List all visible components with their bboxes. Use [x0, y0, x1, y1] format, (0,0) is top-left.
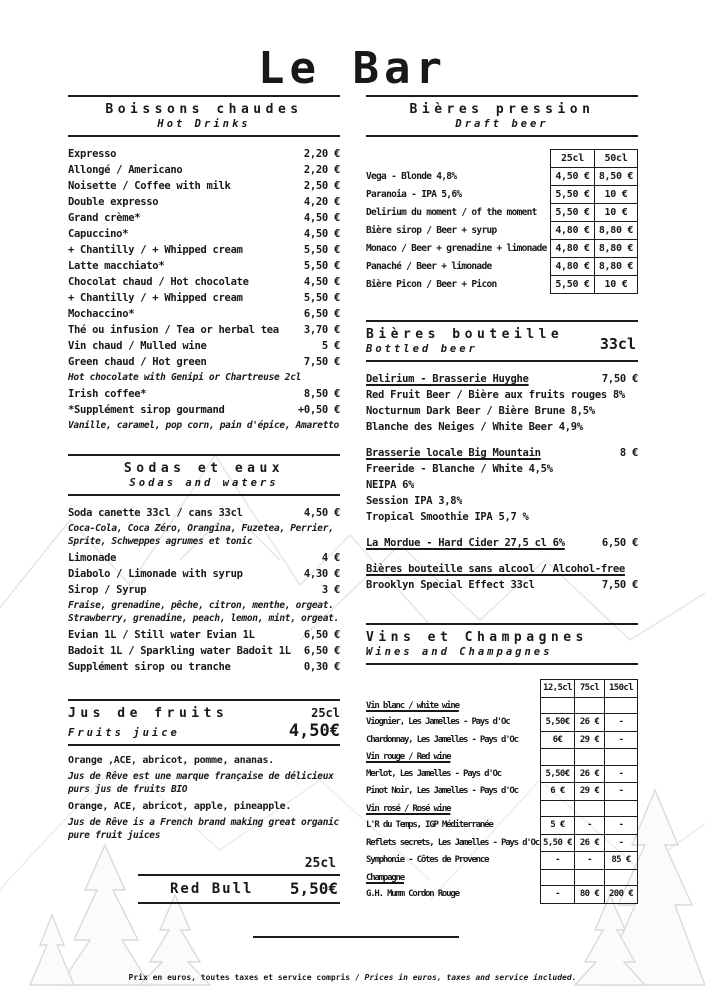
- wine-label: L'R du Temps, IGP Méditerranée: [366, 820, 493, 830]
- beer-price-25cl: 4,80 €: [550, 222, 594, 240]
- section-subtitle: Draft beer: [455, 118, 549, 130]
- section-subtitle: Sodas and waters: [129, 477, 279, 489]
- beer-name: Monaco / Beer + grenadine + limonade: [366, 243, 547, 254]
- empty-header-cell: [366, 679, 540, 698]
- wine-price-75cl: 29 €: [574, 732, 604, 750]
- menu-item: [68, 146, 340, 162]
- section-title: Bières pression: [409, 102, 595, 117]
- wine-row: [366, 817, 638, 835]
- item-price: 7,50 €: [303, 356, 340, 368]
- wine-price-12-5cl: [540, 698, 574, 715]
- wine-name: [366, 766, 540, 784]
- item-price: 3,70 €: [303, 324, 340, 336]
- menu-item: [68, 659, 340, 675]
- beer-name: Panaché / Beer + limonade: [366, 261, 492, 272]
- item-price: 6,50 €: [303, 645, 340, 657]
- wine-price-75cl: 26 €: [574, 835, 604, 853]
- beer-price-50cl: 8,80 €: [594, 258, 638, 276]
- item-label: + Chantilly / + Whipped cream: [68, 292, 243, 304]
- column-header-50cl: 50cl: [594, 149, 638, 168]
- wine-name: [366, 852, 540, 870]
- draft-beer-row: [366, 186, 638, 204]
- wine-price-150cl: [604, 870, 638, 887]
- item-label: Chocolat chaud / Hot chocolate: [68, 276, 249, 288]
- divider-rule: [366, 360, 638, 362]
- item-label: Bières bouteille sans alcool / Alcohol-free: [366, 563, 625, 575]
- menu-group-heading: [366, 535, 638, 551]
- beer-price-50cl: 10 €: [594, 276, 638, 294]
- item-price: 4,50 €: [303, 212, 340, 224]
- wine-name: [366, 698, 540, 715]
- menu-note: Vanille, caramel, pop corn, pain d'épice, Amaretto: [68, 420, 339, 431]
- section-subtitle: Fruits juice: [68, 727, 180, 739]
- item-label: Nocturnum Dark Beer / Bière Brune 8,5%: [366, 405, 595, 417]
- item-price: 4,50 €: [303, 276, 340, 288]
- beer-name: Vega - Blonde 4,8%: [366, 171, 457, 182]
- wine-price-75cl: [574, 870, 604, 887]
- item-price: 4,20 €: [303, 196, 340, 208]
- draft-beer-row: [366, 168, 638, 186]
- wine-price-12-5cl: [540, 749, 574, 766]
- beer-price-50cl: 8,50 €: [594, 168, 638, 186]
- wine-label: Chardonnay, Les Jamelles - Pays d'Oc: [366, 734, 518, 745]
- beer-price-25cl: 5,50 €: [550, 186, 594, 204]
- item-label: Badoit 1L / Sparkling water Badoit 1L: [68, 645, 291, 657]
- beer-name: Bière sirop / Beer + syrup: [366, 225, 497, 236]
- beer-price-25cl: 4,80 €: [550, 240, 594, 258]
- right-column: [366, 95, 638, 904]
- menu-item: [68, 566, 340, 582]
- menu-note: Fraise, grenadine, pêche, citron, menthe, orgeat. Strawberry, grenadine, peach, lemon, mint, orgeat.: [68, 600, 339, 624]
- section-title: Sodas et eaux: [123, 461, 285, 476]
- juice-flavors-fr: Orange ,ACE, abricot, pomme, ananas.: [68, 755, 274, 766]
- wine-name: [366, 749, 540, 766]
- item-label: + Chantilly / + Whipped cream: [68, 244, 243, 256]
- menu-item: [68, 643, 340, 659]
- menu-item: [366, 461, 638, 477]
- item-price: 5 €: [321, 340, 340, 352]
- item-price: 6,50 €: [303, 629, 340, 641]
- wine-price-12-5cl: -: [540, 886, 574, 904]
- menu-item: [366, 477, 638, 493]
- wine-label: Reflets secrets, Les Jamelles - Pays d'Oc: [366, 837, 539, 848]
- wine-label: Symphonie - Côtes de Provence: [366, 855, 489, 865]
- menu-item: [68, 627, 340, 643]
- wine-name: [366, 732, 540, 750]
- wine-price-150cl: 200 €: [604, 886, 638, 904]
- wine-category-label: Vin rouge / Red wine: [366, 752, 451, 762]
- item-label: Soda canette 33cl / cans 33cl: [68, 507, 243, 519]
- footer-note: [0, 973, 705, 982]
- menu-group-heading: [366, 445, 638, 461]
- menu-group-heading: [366, 561, 638, 577]
- wine-category-label: Vin blanc / white wine: [366, 700, 459, 711]
- section-title: Boissons chaudes: [105, 102, 303, 117]
- item-price: 3 €: [321, 584, 340, 596]
- bottom-divider-rule: [253, 936, 459, 938]
- hot-drinks-list: [68, 146, 340, 432]
- redbull-row: [138, 876, 340, 902]
- redbull-price: 5,50€: [289, 879, 338, 898]
- draft-beer-row: [366, 240, 638, 258]
- wine-table: [366, 679, 638, 904]
- redbull-size: 25cl: [304, 856, 336, 871]
- wine-row: [366, 749, 638, 766]
- wine-row: [366, 732, 638, 750]
- wine-price-150cl: -: [604, 714, 638, 732]
- wine-price-75cl: 29 €: [574, 783, 604, 801]
- section-title: Bières bouteille: [366, 327, 564, 342]
- wine-price-150cl: -: [604, 817, 638, 835]
- juices-title-row: [68, 701, 340, 721]
- item-label: Sirop / Syrup: [68, 584, 147, 596]
- wine-price-75cl: -: [574, 817, 604, 835]
- item-label: *Supplément sirop gourmand: [68, 404, 225, 416]
- item-price: 5,50 €: [303, 244, 340, 256]
- item-label: Irish coffee*: [68, 388, 147, 400]
- wine-price-75cl: [574, 749, 604, 766]
- wine-price-75cl: 26 €: [574, 714, 604, 732]
- item-label: Delirium - Brasserie Huyghe: [366, 373, 529, 385]
- wine-row: [366, 714, 638, 732]
- wine-name: [366, 714, 540, 732]
- item-label: Capuccino*: [68, 228, 129, 240]
- item-label: Tropical Smoothie IPA 5,7 %: [366, 511, 529, 523]
- wine-label: G.H. Mumm Cordon Rouge: [366, 889, 459, 899]
- menu-item: [68, 402, 340, 418]
- menu-item: [68, 242, 340, 258]
- wine-price-150cl: -: [604, 835, 638, 853]
- item-price: 4,30 €: [303, 568, 340, 580]
- item-label: Expresso: [68, 148, 117, 160]
- menu-item: [366, 419, 638, 435]
- item-label: NEIPA 6%: [366, 479, 415, 491]
- section-fruit-juices: [68, 699, 340, 842]
- juices-subtitle-row: [68, 721, 340, 744]
- juice-flavors-en: Orange, ACE, abricot, apple, pineapple.: [68, 801, 292, 812]
- divider-rule: [366, 663, 638, 665]
- item-price: 5,50 €: [303, 292, 340, 304]
- menu-item: [68, 322, 340, 338]
- menu-item: [68, 258, 340, 274]
- item-price: 0,30 €: [303, 661, 340, 673]
- wine-name: [366, 783, 540, 801]
- item-price: 2,50 €: [303, 180, 340, 192]
- item-price: 2,20 €: [303, 148, 340, 160]
- section-subtitle: Hot Drinks: [157, 118, 251, 130]
- divider-rule: [68, 135, 340, 137]
- juice-size: 25cl: [311, 706, 340, 720]
- wine-price-12-5cl: 6€: [540, 732, 574, 750]
- item-price: 7,50 €: [601, 373, 638, 385]
- juice-brand-note-fr: Jus de Rêve est une marque française de délicieux purs jus de fruits BIO: [68, 771, 334, 795]
- column-header-150cl: 150cl: [604, 679, 638, 698]
- menu-item: [68, 178, 340, 194]
- juice-description: [68, 754, 340, 842]
- column-header-12-5cl: 12,5cl: [540, 679, 574, 698]
- wine-price-75cl: 26 €: [574, 766, 604, 784]
- item-price: 4 €: [321, 552, 340, 564]
- item-label: Mochaccino*: [68, 308, 135, 320]
- wine-price-150cl: [604, 749, 638, 766]
- wine-price-12-5cl: 5,50 €: [540, 835, 574, 853]
- beer-name: Paranoia - IPA 5,6%: [366, 189, 462, 200]
- item-price: 5,50 €: [303, 260, 340, 272]
- menu-item: [68, 306, 340, 322]
- item-label: Blanche des Neiges / White Beer 4,9%: [366, 421, 583, 433]
- wine-price-150cl: 85 €: [604, 852, 638, 870]
- menu-item: [366, 387, 638, 403]
- page-title: Le Bar: [258, 43, 447, 95]
- wine-row: [366, 886, 638, 904]
- wine-row: [366, 698, 638, 715]
- item-price: 8,50 €: [303, 388, 340, 400]
- empty-header-cell: [366, 149, 550, 168]
- wine-label: Viognier, Les Jamelles - Pays d'Oc: [366, 717, 510, 727]
- item-label: Grand crème*: [68, 212, 141, 224]
- menu-item: [366, 577, 638, 593]
- beer-name: Bière Picon / Beer + Picon: [366, 279, 497, 290]
- draft-beer-row: [366, 276, 638, 294]
- divider-rule: [68, 744, 340, 746]
- item-price: 2,20 €: [303, 164, 340, 176]
- section-title: Vins et Champagnes: [366, 630, 588, 645]
- menu-item: [366, 403, 638, 419]
- column-header-25cl: 25cl: [550, 149, 594, 168]
- item-label: Thé ou infusion / Tea or herbal tea: [68, 324, 279, 336]
- section-bottled-beers: [366, 320, 638, 593]
- menu-item: [68, 386, 340, 402]
- wine-label: Pinot Noir, Les Jamelles - Pays d'Oc: [366, 786, 518, 796]
- section-draft-beers: [366, 95, 638, 294]
- juice-price: 4,50€: [288, 721, 340, 741]
- wine-name: [366, 835, 540, 853]
- wine-name: [366, 817, 540, 835]
- draft-beer-row: [366, 204, 638, 222]
- menu-item: [366, 493, 638, 509]
- item-label: Green chaud / Hot green: [68, 356, 207, 368]
- juice-brand-note-en: Jus de Rêve is a French brand making great organic pure fruit juices: [68, 817, 339, 841]
- redbull-name: Red Bull: [170, 880, 254, 897]
- wine-price-75cl: [574, 801, 604, 818]
- item-label: Double expresso: [68, 196, 159, 208]
- wine-row: [366, 870, 638, 887]
- wine-name: [366, 886, 540, 904]
- menu-item: [68, 274, 340, 290]
- wine-row: [366, 852, 638, 870]
- item-price: 6,50 €: [601, 537, 638, 549]
- item-price: 4,50 €: [303, 507, 340, 519]
- menu-item: [68, 550, 340, 566]
- wine-price-75cl: [574, 698, 604, 715]
- wine-name: [366, 801, 540, 818]
- sodas-list: [68, 505, 340, 675]
- beer-price-50cl: 10 €: [594, 204, 638, 222]
- wine-price-12-5cl: [540, 801, 574, 818]
- beer-price-50cl: 10 €: [594, 186, 638, 204]
- menu-item: [68, 226, 340, 242]
- beer-price-50cl: 8,80 €: [594, 222, 638, 240]
- menu-item: [68, 162, 340, 178]
- draft-beer-row: [366, 258, 638, 276]
- menu-item: [68, 354, 340, 370]
- item-label: Brooklyn Special Effect 33cl: [366, 579, 535, 591]
- divider-rule: [366, 135, 638, 137]
- wine-price-75cl: -: [574, 852, 604, 870]
- divider-rule: [138, 902, 340, 904]
- wine-price-12-5cl: 5,50€: [540, 714, 574, 732]
- wine-price-12-5cl: [540, 870, 574, 887]
- item-label: Session IPA 3,8%: [366, 495, 463, 507]
- wine-price-12-5cl: 5,50€: [540, 766, 574, 784]
- item-price: +0,50 €: [297, 404, 340, 416]
- menu-item: [68, 210, 340, 226]
- item-label: Noisette / Coffee with milk: [68, 180, 231, 192]
- item-label: Allongé / Americano: [68, 164, 183, 176]
- draft-header: [366, 95, 638, 137]
- beer-price-25cl: 4,80 €: [550, 258, 594, 276]
- draft-beer-table: [366, 149, 638, 294]
- wine-name: [366, 870, 540, 887]
- item-label: Freeride - Blanche / White 4,5%: [366, 463, 553, 475]
- item-label: Vin chaud / Mulled wine: [68, 340, 207, 352]
- wine-price-150cl: -: [604, 766, 638, 784]
- item-label: Latte macchiato*: [68, 260, 165, 272]
- menu-note: Coca-Cola, Coca Zéro, Orangina, Fuzetea, Perrier, Sprite, Schweppes agrumes et tonic: [68, 523, 334, 547]
- item-price: 4,50 €: [303, 228, 340, 240]
- menu-item: [68, 290, 340, 306]
- draft-table-header: [366, 149, 638, 168]
- beer-price-50cl: 8,80 €: [594, 240, 638, 258]
- beer-price-25cl: 5,50 €: [550, 276, 594, 294]
- wine-category-label: Vin rosé / Rosé wine: [366, 803, 451, 814]
- item-price: 7,50 €: [601, 579, 638, 591]
- item-label: Evian 1L / Still water Evian 1L: [68, 629, 255, 641]
- item-label: Diabolo / Limonade with syrup: [68, 568, 243, 580]
- wine-row: [366, 835, 638, 853]
- draft-beer-row: [366, 222, 638, 240]
- bottled-beer-list: [366, 371, 638, 593]
- beer-price-25cl: 5,50 €: [550, 204, 594, 222]
- divider-rule: [68, 494, 340, 496]
- section-sodas: [68, 454, 340, 675]
- menu-item: [68, 194, 340, 210]
- item-label: Supplément sirop ou tranche: [68, 661, 231, 673]
- menu-note: Hot chocolate with Genipi or Chartreuse 2cl: [68, 372, 302, 383]
- wine-price-12-5cl: 5 €: [540, 817, 574, 835]
- wine-price-150cl: -: [604, 732, 638, 750]
- wine-price-150cl: [604, 698, 638, 715]
- section-subtitle: Bottled beer: [366, 343, 478, 355]
- wine-price-150cl: [604, 801, 638, 818]
- menu-item: [68, 505, 340, 521]
- item-price: 8 €: [619, 447, 638, 459]
- item-label: La Mordue - Hard Cider 27,5 cl 6%: [366, 537, 565, 549]
- wine-row: [366, 766, 638, 784]
- footer-text-en: Prices in euros, taxes and service included.: [364, 973, 577, 982]
- item-label: Brasserie locale Big Mountain: [366, 447, 541, 459]
- footer-text-fr: Prix en euros, toutes taxes et service compris /: [128, 973, 365, 982]
- column-header-75cl: 75cl: [574, 679, 604, 698]
- beer-price-25cl: 4,50 €: [550, 168, 594, 186]
- hot-drinks-header: [68, 95, 340, 137]
- wine-price-150cl: -: [604, 783, 638, 801]
- sodas-header: [68, 454, 340, 496]
- wine-row: [366, 801, 638, 818]
- item-label: Limonade: [68, 552, 117, 564]
- beer-name: Delirium du moment / of the moment: [366, 207, 537, 218]
- wine-price-12-5cl: 6 €: [540, 783, 574, 801]
- menu-item: [366, 509, 638, 525]
- item-label: Red Fruit Beer / Bière aux fruits rouges 8%: [366, 389, 625, 401]
- bottled-size: 33cl: [599, 335, 636, 353]
- wine-row: [366, 783, 638, 801]
- wine-price-75cl: 80 €: [574, 886, 604, 904]
- section-hot-drinks: [68, 95, 340, 432]
- section-subtitle: Wines and Champagnes: [366, 646, 553, 658]
- section-title: Jus de fruits: [68, 706, 229, 721]
- menu-item: [68, 338, 340, 354]
- menu-item: [68, 582, 340, 598]
- section-wines: [366, 623, 638, 904]
- menu-group-heading: [366, 371, 638, 387]
- item-price: 6,50 €: [303, 308, 340, 320]
- wine-category-label: Champagne: [366, 872, 404, 883]
- wine-price-12-5cl: -: [540, 852, 574, 870]
- wine-label: Merlot, Les Jamelles - Pays d'Oc: [366, 768, 501, 779]
- wine-table-header: [366, 679, 638, 698]
- left-column: [68, 95, 340, 904]
- bottled-header: [366, 320, 638, 362]
- juices-header: [68, 699, 340, 746]
- wines-header: [366, 623, 638, 665]
- section-red-bull: [138, 854, 340, 904]
